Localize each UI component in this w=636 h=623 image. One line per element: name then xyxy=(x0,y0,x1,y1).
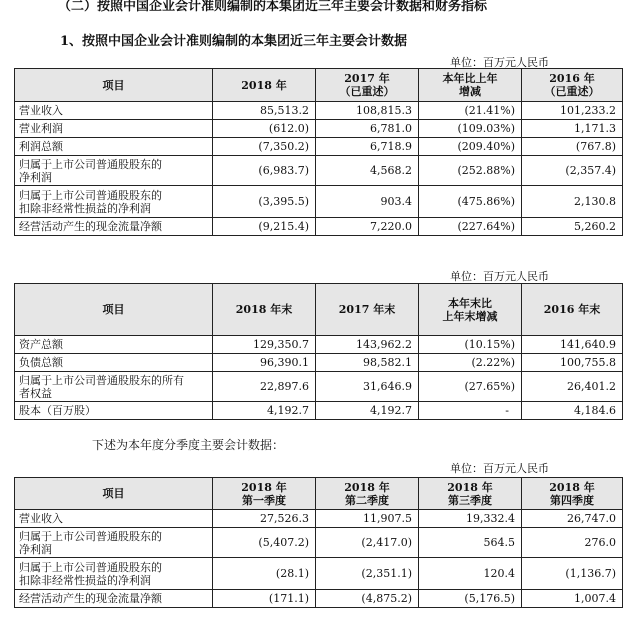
table-cell: 11,907.5 xyxy=(316,510,419,528)
table-cell: 564.5 xyxy=(419,528,522,558)
row-label: 归属于上市公司普通股股东的所有 者权益 xyxy=(15,372,213,402)
table-row xyxy=(15,186,623,218)
table-row xyxy=(15,218,623,236)
table-cell: 31,646.9 xyxy=(316,372,419,402)
row-label: 经营活动产生的现金流量净额 xyxy=(15,590,213,608)
table3-unit: 单位：百万元人民币 xyxy=(450,462,549,475)
row-label: 营业利润 xyxy=(15,120,213,138)
table-cell: 26,401.2 xyxy=(522,372,623,402)
table-cell: (2,357.4) xyxy=(522,156,623,186)
column-header: 2018 年末 xyxy=(213,284,316,336)
row-label: 资产总额 xyxy=(15,336,213,354)
column-header: 2018 年 第四季度 xyxy=(522,478,623,510)
row-label: 股本（百万股） xyxy=(15,402,213,420)
column-header: 2018 年 第二季度 xyxy=(316,478,419,510)
table-cell: 4,192.7 xyxy=(213,402,316,420)
table-cell: (28.1) xyxy=(213,558,316,590)
column-header: 2017 年末 xyxy=(316,284,419,336)
table-cell: 4,184.6 xyxy=(522,402,623,420)
table-cell: 4,568.2 xyxy=(316,156,419,186)
table-cell: 108,815.3 xyxy=(316,102,419,120)
column-header: 2018 年 第一季度 xyxy=(213,478,316,510)
header-row xyxy=(15,69,623,102)
column-header: 2018 年 xyxy=(213,69,316,102)
column-header: 项目 xyxy=(15,284,213,336)
row-label: 归属于上市公司普通股股东的 净利润 xyxy=(15,156,213,186)
row-label: 归属于上市公司普通股股东的 扣除非经常性损益的净利润 xyxy=(15,186,213,218)
table-cell: 101,233.2 xyxy=(522,102,623,120)
table-row xyxy=(15,102,623,120)
table-cell: 120.4 xyxy=(419,558,522,590)
table-row xyxy=(15,138,623,156)
quarterly-note: 下述为本年度分季度主要会计数据： xyxy=(92,438,285,452)
table-cell: 85,513.2 xyxy=(213,102,316,120)
column-header: 本年末比 上年末增减 xyxy=(419,284,522,336)
table-cell: (21.41%) xyxy=(419,102,522,120)
table-cell: 4,192.7 xyxy=(316,402,419,420)
column-header: 2016 年 （已重述） xyxy=(522,69,623,102)
table-cell: 903.4 xyxy=(316,186,419,218)
table-cell: (27.65%) xyxy=(419,372,522,402)
column-header: 项目 xyxy=(15,69,213,102)
table-cell: 141,640.9 xyxy=(522,336,623,354)
table-row xyxy=(15,156,623,186)
table-cell: (4,875.2) xyxy=(316,590,419,608)
row-label: 营业收入 xyxy=(15,510,213,528)
column-header: 2016 年末 xyxy=(522,284,623,336)
table2-unit: 单位：百万元人民币 xyxy=(450,270,549,283)
header-row xyxy=(15,478,623,510)
table-cell: (6,983.7) xyxy=(213,156,316,186)
table-cell: 96,390.1 xyxy=(213,354,316,372)
column-header: 2017 年 （已重述） xyxy=(316,69,419,102)
table-cell: 19,332.4 xyxy=(419,510,522,528)
section-heading: （二）按照中国企业会计准则编制的本集团近三年主要会计数据和财务指标 xyxy=(58,0,488,14)
row-label: 负债总额 xyxy=(15,354,213,372)
table-cell: (2,417.0) xyxy=(316,528,419,558)
table-cell: (227.64%) xyxy=(419,218,522,236)
column-header: 2018 年 第三季度 xyxy=(419,478,522,510)
annual-accounting-table xyxy=(14,68,623,236)
row-label: 利润总额 xyxy=(15,138,213,156)
table-cell: (5,407.2) xyxy=(213,528,316,558)
table-row xyxy=(15,528,623,558)
table-cell: (209.40%) xyxy=(419,138,522,156)
table-cell: 6,781.0 xyxy=(316,120,419,138)
table-cell: 7,220.0 xyxy=(316,218,419,236)
table1-unit: 单位：百万元人民币 xyxy=(450,56,549,69)
table-cell: 5,260.2 xyxy=(522,218,623,236)
table-row xyxy=(15,372,623,402)
row-label: 营业收入 xyxy=(15,102,213,120)
year-end-balance-table xyxy=(14,283,623,420)
row-label: 经营活动产生的现金流量净额 xyxy=(15,218,213,236)
column-header: 项目 xyxy=(15,478,213,510)
table-row xyxy=(15,120,623,138)
table-cell: 1,171.3 xyxy=(522,120,623,138)
table-cell: 27,526.3 xyxy=(213,510,316,528)
table-row xyxy=(15,590,623,608)
table-cell: (7,350.2) xyxy=(213,138,316,156)
column-header: 本年比上年 增减 xyxy=(419,69,522,102)
table-cell: (2,351.1) xyxy=(316,558,419,590)
table-cell: 2,130.8 xyxy=(522,186,623,218)
table-cell: 276.0 xyxy=(522,528,623,558)
table-cell: 143,962.2 xyxy=(316,336,419,354)
table-row xyxy=(15,354,623,372)
table-cell: (1,136.7) xyxy=(522,558,623,590)
table-cell: (3,395.5) xyxy=(213,186,316,218)
table-cell: (10.15%) xyxy=(419,336,522,354)
table-cell: (5,176.5) xyxy=(419,590,522,608)
header-row xyxy=(15,284,623,336)
table-cell: (9,215.4) xyxy=(213,218,316,236)
table-cell: (109.03%) xyxy=(419,120,522,138)
table-row xyxy=(15,402,623,420)
table-cell: 6,718.9 xyxy=(316,138,419,156)
subsection-heading: 1、按照中国企业会计准则编制的本集团近三年主要会计数据 xyxy=(60,34,408,49)
table-cell: 98,582.1 xyxy=(316,354,419,372)
table-cell: 26,747.0 xyxy=(522,510,623,528)
table-row xyxy=(15,336,623,354)
table-row xyxy=(15,510,623,528)
table-cell: 100,755.8 xyxy=(522,354,623,372)
table-cell: 129,350.7 xyxy=(213,336,316,354)
quarterly-table xyxy=(14,477,623,608)
table-cell: (171.1) xyxy=(213,590,316,608)
table-row xyxy=(15,558,623,590)
table-cell: (767.8) xyxy=(522,138,623,156)
table-cell: (475.86%) xyxy=(419,186,522,218)
table-cell: 22,897.6 xyxy=(213,372,316,402)
table-cell: 1,007.4 xyxy=(522,590,623,608)
row-label: 归属于上市公司普通股股东的 净利润 xyxy=(15,528,213,558)
table-cell: (2.22%) xyxy=(419,354,522,372)
table-cell: (612.0) xyxy=(213,120,316,138)
row-label: 归属于上市公司普通股股东的 扣除非经常性损益的净利润 xyxy=(15,558,213,590)
table-cell: - xyxy=(419,402,522,420)
table-cell: (252.88%) xyxy=(419,156,522,186)
